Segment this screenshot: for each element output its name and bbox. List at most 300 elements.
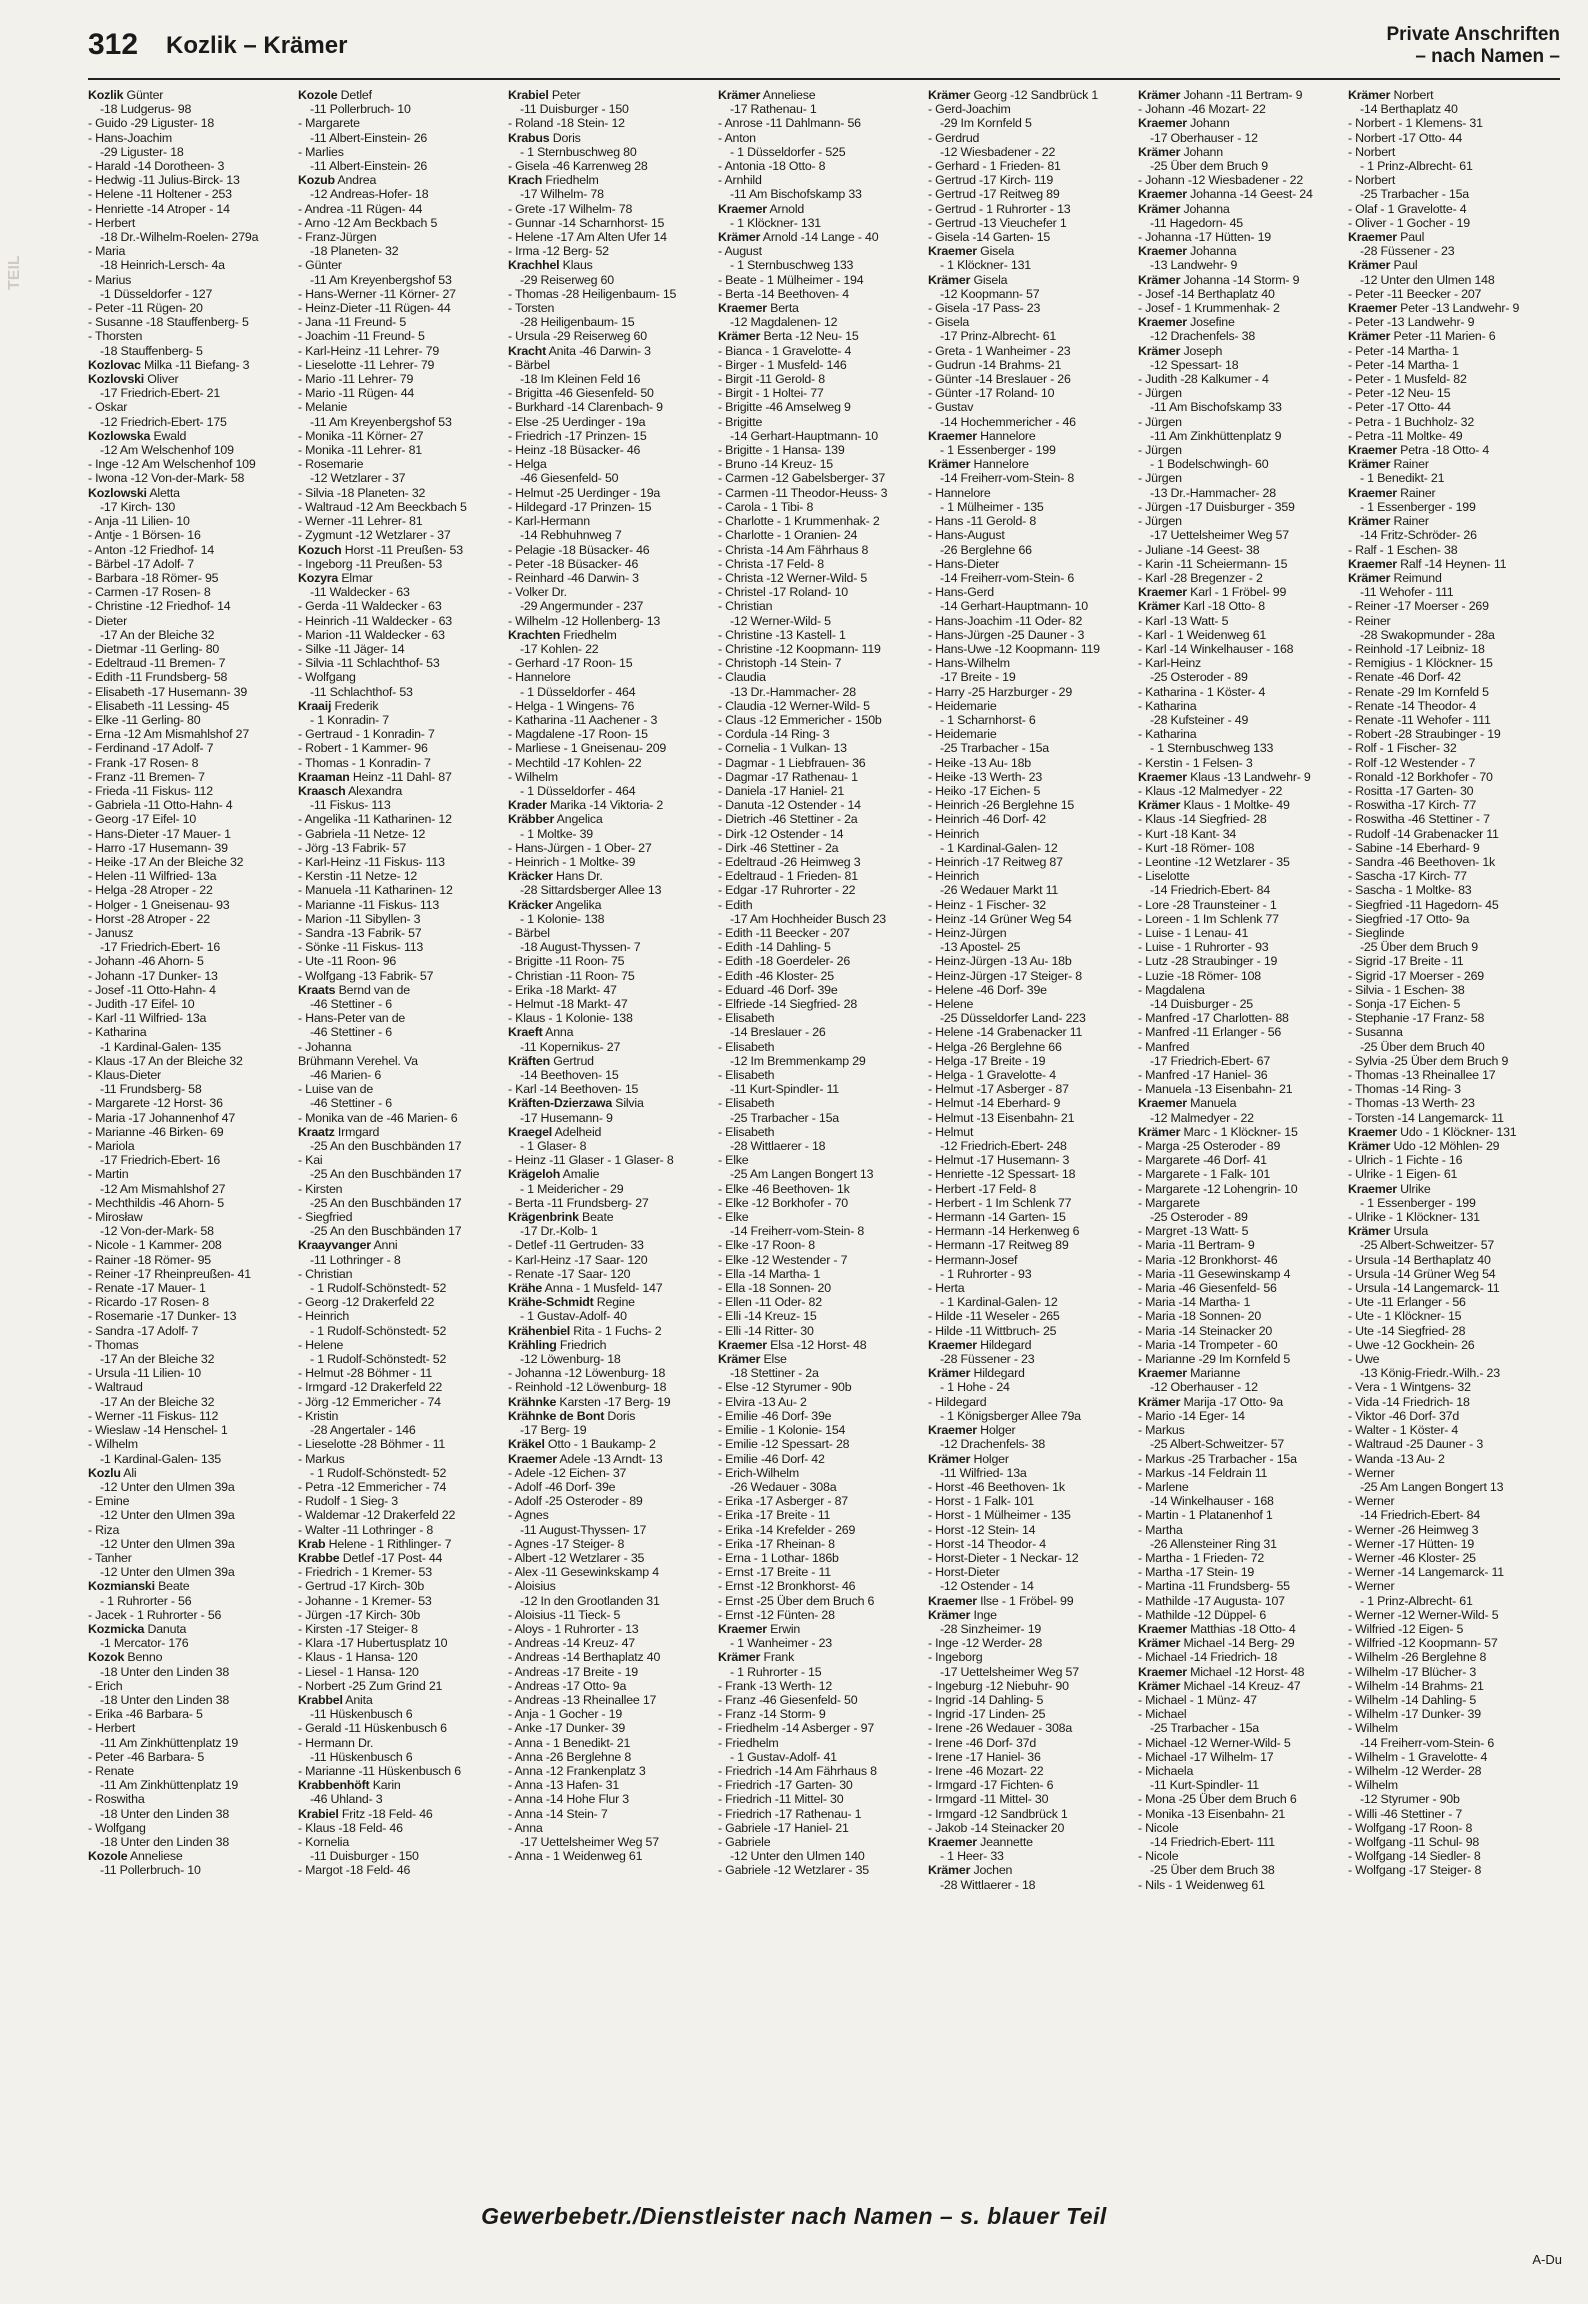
address-line: -18 Stauffenberg- 5 (100, 343, 203, 358)
directory-entry: - Wolfgang -14 Siedler- 8 (1348, 1849, 1481, 1864)
directory-entry: - Rudolf - 1 Sieg- 3 (298, 1494, 398, 1509)
directory-entry (1348, 528, 1552, 542)
directory-entry (718, 1082, 922, 1096)
directory-entry: Krämer Paul (1348, 258, 1418, 273)
directory-entry: - Dirk -12 Ostender - 14 (718, 826, 844, 841)
surname: Kraegel (508, 1124, 553, 1139)
directory-entry (1348, 159, 1552, 173)
directory-entry (88, 287, 292, 301)
directory-entry: - Alex -11 Gesewinkskamp 4 (508, 1565, 659, 1580)
directory-entry: - Ferdinand -17 Adolf- 7 (88, 741, 214, 756)
directory-entry: - Ellen -11 Oder- 82 (718, 1295, 822, 1310)
directory-entry: - Ursula -14 Langemarck- 11 (1348, 1281, 1500, 1296)
address-line: -46 Marien- 6 (310, 1068, 382, 1083)
address-line: -13 Dr.-Hammacher- 28 (730, 684, 856, 699)
surname: Krader (508, 798, 547, 813)
directory-entry: - Günter -17 Roland- 10 (928, 386, 1055, 401)
directory-entry (88, 1835, 292, 1849)
surname: Kozlovac (88, 357, 141, 372)
address-line: -14 Berthaplatz 40 (1360, 102, 1458, 117)
directory-entry: - Michael -14 Friedrich- 18 (1138, 1650, 1278, 1665)
directory-entry: Krägenbrink Beate (508, 1210, 614, 1225)
directory-entry (508, 1352, 712, 1366)
directory-entry: - Norbert -25 Zum Grind 21 (298, 1678, 443, 1693)
directory-entry: - Katharina (1138, 727, 1197, 742)
directory-entry (508, 372, 712, 386)
directory-entry: - Heinrich -17 Reitweg 87 (928, 854, 1063, 869)
directory-entry: - Erna -12 Am Mismahlshof 27 (88, 727, 250, 742)
directory-entry: - Elvira -13 Au- 2 (718, 1394, 807, 1409)
directory-entry: Kraemer Jeannette (928, 1834, 1033, 1849)
directory-entry (298, 273, 502, 287)
directory-entry (298, 102, 502, 116)
directory-entry: Kraemer Rainer (1348, 485, 1436, 500)
address-line: - 1 Rudolf-Schönstedt- 52 (310, 1352, 447, 1367)
directory-entry: - Ursula -29 Reiserweg 60 (508, 329, 647, 344)
address-line: -11 Pollerbruch- 10 (310, 102, 411, 117)
surname: Kraemer (718, 201, 767, 216)
directory-entry: - Katharina (88, 1025, 147, 1040)
surname: Kozub (298, 173, 335, 188)
directory-entry: - Judith -28 Kalkumer - 4 (1138, 372, 1269, 387)
address-line: -29 Reiserweg 60 (520, 272, 614, 287)
directory-entry: - Heinz -11 Glaser - 1 Glaser- 8 (508, 1153, 674, 1168)
directory-entry: - Renate -17 Saar- 120 (508, 1266, 631, 1281)
directory-entry: Kraemer Karl - 1 Fröbel- 99 (1138, 585, 1287, 600)
directory-entry: - Anna -12 Frankenplatz 3 (508, 1763, 646, 1778)
directory-entry: - Erich (88, 1678, 123, 1693)
address-line: -13 Apostel- 25 (940, 940, 1021, 955)
address-line: -25 An den Buschbänden 17 (310, 1224, 462, 1239)
directory-entry: - Martin - 1 Platanenhof 1 (1138, 1508, 1273, 1523)
directory-entry (88, 1224, 292, 1238)
surname: Kraemer (928, 428, 977, 443)
directory-entry: - Ernst -12 Bronkhorst- 46 (718, 1579, 856, 1594)
directory-entry: - Maria -17 Johannenhof 47 (88, 1110, 236, 1125)
directory-entry: Krämer Johanna -14 Storm- 9 (1138, 272, 1300, 287)
directory-entry (1348, 628, 1552, 642)
directory-entry: - Mechtild -17 Kohlen- 22 (508, 755, 642, 770)
address-line: -14 Beethoven- 15 (520, 1068, 619, 1083)
directory-entry (88, 443, 292, 457)
directory-entry: - Elke -46 Beethoven- 1k (718, 1181, 850, 1196)
directory-entry (718, 1025, 922, 1039)
directory-entry: - Oskar (88, 400, 128, 415)
directory-entry: - Gerd-Joachim (928, 102, 1011, 117)
directory-entry: - Heinrich (928, 869, 980, 884)
surname: Krabiel (298, 1806, 339, 1821)
directory-entry: - Norbert (1348, 173, 1396, 188)
directory-entry: - Anna -26 Berglehne 8 (508, 1749, 632, 1764)
address-line: - 1 Prinz-Albrecht- 61 (1360, 159, 1473, 174)
directory-entry (928, 1295, 1132, 1309)
directory-entry: - Inge -12 Am Welschenhof 109 (88, 457, 256, 472)
directory-entry: - Irene -17 Haniel- 36 (928, 1749, 1041, 1764)
surname: Kozok (88, 1650, 125, 1665)
directory-entry (88, 1863, 292, 1877)
directory-entry: Kräcker Hans Dr. (508, 869, 603, 884)
directory-entry: - Janusz (88, 925, 134, 940)
address-line: -14 Gerhart-Hauptmann- 10 (940, 599, 1088, 614)
directory-entry: - Arnhild (718, 173, 762, 188)
directory-entry: Kraemer Hildegard (928, 1337, 1032, 1352)
directory-entry (1348, 940, 1552, 954)
address-line: - 1 Bodelschwingh- 60 (1150, 457, 1269, 472)
directory-entry (718, 429, 922, 443)
directory-entry: - Holger - 1 Gneisenau- 93 (88, 897, 230, 912)
directory-entry (88, 1565, 292, 1579)
listing-column (508, 88, 712, 2173)
address-line: -17 Prinz-Albrecht- 61 (940, 329, 1057, 344)
address-line: -12 Unter den Ulmen 148 (1360, 272, 1495, 287)
directory-entry: - Erika -17 Breite - 11 (718, 1508, 831, 1523)
directory-entry (1138, 1778, 1342, 1792)
surname: Kraemer (1138, 1366, 1187, 1381)
directory-entry (88, 1153, 292, 1167)
directory-entry: - Josef -11 Otto-Hahn- 4 (88, 982, 216, 997)
directory-entry: - Mechthildis -46 Ahorn- 5 (88, 1195, 224, 1210)
directory-entry: Krabiel Peter (508, 88, 581, 102)
address-line: -11 Kurt-Spindler- 11 (730, 1082, 839, 1097)
directory-entry: Krämer Klaus - 1 Moltke- 49 (1138, 798, 1290, 813)
directory-entry: - Gabriela -11 Otto-Hahn- 4 (88, 798, 233, 813)
directory-entry: - Kirsten (298, 1181, 343, 1196)
directory-entry: Kozmicka Danuta (88, 1621, 187, 1636)
directory-entry (928, 1579, 1132, 1593)
address-line: -28 Angertaler - 146 (310, 1423, 416, 1438)
directory-entry: - Johanna -17 Hütten- 19 (1138, 230, 1271, 245)
directory-entry: - Siegfried (298, 1210, 353, 1225)
directory-entry: - Michael (1138, 1707, 1187, 1722)
directory-entry: - Herbert (88, 1721, 136, 1736)
directory-entry: - Wilhelm (508, 769, 558, 784)
address-line: - 1 Konradin- 7 (310, 712, 389, 727)
directory-entry: - Maria -11 Gesewinskamp 4 (1138, 1266, 1291, 1281)
directory-entry: - Sonja -17 Eichen- 5 (1348, 997, 1461, 1011)
directory-entry: - Dagmar -17 Rathenau- 1 (718, 769, 858, 784)
address-line: - 1 Mülheimer - 135 (940, 499, 1044, 514)
address-line: -12 Unter den Ulmen 39a (100, 1508, 235, 1523)
directory-entry: - Andrea -11 Rügen- 44 (298, 201, 423, 216)
directory-entry (928, 741, 1132, 755)
directory-entry (1348, 1480, 1552, 1494)
directory-entry: - Maria -14 Trompeter - 60 (1138, 1337, 1278, 1352)
directory-entry (508, 1835, 712, 1849)
directory-entry: Kraegel Adelheid (508, 1124, 602, 1139)
directory-entry: - Helmut -13 Eisenbahn- 21 (928, 1110, 1075, 1125)
directory-entry (718, 216, 922, 230)
directory-entry: - Marliese - 1 Gneisenau- 209 (508, 741, 667, 756)
address-line: -17 Oberhauser - 12 (1150, 130, 1258, 145)
directory-entry: - Renate -14 Theodor- 4 (1348, 698, 1477, 713)
address-line: -25 Über dem Bruch 40 (1360, 1039, 1485, 1054)
directory-entry: - Gabriele -12 Wetzlarer - 35 (718, 1863, 869, 1878)
address-line: - 1 Ruhrorter - 93 (940, 1266, 1032, 1281)
address-line: - 1 Sternbuschweg 80 (520, 144, 637, 159)
address-line: -28 Heiligenbaum- 15 (520, 315, 635, 330)
directory-entry: - Peter -14 Martha- 1 (1348, 343, 1459, 358)
directory-entry: - Norbert - 1 Klemens- 31 (1348, 116, 1483, 131)
directory-entry: - Jürgen (1138, 386, 1182, 401)
address-line: - 1 Rudolf-Schönstedt- 52 (310, 1281, 447, 1296)
directory-entry: - Reinhold -12 Löwenburg- 18 (508, 1380, 667, 1395)
directory-entry (88, 344, 292, 358)
directory-entry: - Elli -14 Ritter- 30 (718, 1323, 814, 1338)
directory-entry: - Jürgen -17 Kirch- 30b (298, 1607, 421, 1622)
directory-entry: - Herbert - 1 Im Schlenk 77 (928, 1195, 1072, 1210)
directory-entry: - Gertrud -17 Kirch- 30b (298, 1579, 425, 1594)
directory-entry: - Hermann -14 Herkenweg 6 (928, 1224, 1080, 1239)
address-line: -14 Duisburger - 25 (1150, 997, 1253, 1011)
directory-entry: - Manfred -17 Haniel- 36 (1138, 1068, 1268, 1083)
address-line: -26 Allensteiner Ring 31 (1150, 1536, 1277, 1551)
directory-entry: - Werner -26 Heimweg 3 (1348, 1522, 1479, 1537)
directory-entry (1348, 500, 1552, 514)
directory-entry: - Barbara -18 Römer- 95 (88, 570, 219, 585)
directory-entry (1348, 1736, 1552, 1750)
address-line: -12 Friedrich-Ebert- 248 (940, 1139, 1067, 1154)
surname: Krämer (928, 457, 971, 472)
directory-entry: - Johann -12 Wiesbadener - 22 (1138, 173, 1304, 188)
directory-entry: - Helga - 1 Wingens- 76 (508, 698, 635, 713)
directory-entry: Kraeft Anna (508, 1025, 574, 1040)
directory-entry: - Helmut -17 Husemann- 3 (928, 1153, 1070, 1168)
address-line: -12 In den Grootlanden 31 (520, 1593, 660, 1608)
address-line: -18 August-Thyssen- 7 (520, 940, 641, 955)
directory-entry: - Liesel - 1 Hansa- 120 (298, 1664, 419, 1679)
directory-entry: - Karl -11 Wilfried- 13a (88, 1011, 207, 1026)
address-line: -46 Stettiner - 6 (310, 997, 392, 1011)
address-line: - 1 Düsseldorfer - 525 (730, 144, 846, 159)
directory-entry: - Gisela (928, 315, 970, 330)
directory-entry: - Nicole - 1 Kammer- 208 (88, 1238, 222, 1253)
directory-entry (1138, 329, 1342, 343)
directory-entry: - Harald -14 Dorotheen- 3 (88, 159, 225, 174)
directory-entry: - Liselotte (1138, 869, 1190, 884)
surname: Krab (298, 1536, 326, 1551)
directory-entry: - Luise - 1 Ruhrorter - 93 (1138, 940, 1269, 955)
directory-entry: - Wolfgang -11 Schul- 98 (1348, 1834, 1480, 1849)
directory-entry (1138, 1054, 1342, 1068)
directory-entry: - Katharina (1138, 698, 1197, 713)
address-line: -17 An der Bleiche 32 (100, 627, 215, 642)
address-line: -25 Über dem Bruch 9 (1150, 159, 1268, 174)
directory-entry: Krämer Johann -11 Bertram- 9 (1138, 88, 1303, 102)
directory-entry: - Luise - 1 Lenau- 41 (1138, 925, 1249, 940)
surname: Kraeft (508, 1025, 543, 1040)
address-line: -12 Drachenfels- 38 (1150, 329, 1256, 344)
address-line: -29 Liguster- 18 (100, 144, 184, 159)
directory-entry: - Antje - 1 Börsen- 16 (88, 528, 201, 543)
directory-entry: - Irene -46 Dorf- 37d (928, 1735, 1037, 1750)
directory-entry: - Mariola (88, 1139, 135, 1154)
directory-entry: - Anna - 1 Weidenweg 61 (508, 1849, 643, 1864)
surname: Kräcker (508, 897, 553, 912)
directory-entry (88, 1537, 292, 1551)
directory-entry: Krähe Anna - 1 Musfeld- 147 (508, 1281, 663, 1296)
address-line: -18 Unter den Linden 38 (100, 1664, 230, 1679)
directory-entry: - Gerdrud (928, 130, 980, 145)
directory-entry: - Mirosław (88, 1210, 143, 1225)
directory-entry: - Norbert (1348, 144, 1396, 159)
directory-entry: - Ulrike - 1 Eigen- 61 (1348, 1167, 1458, 1182)
directory-entry: - Birgit - 1 Holtei- 77 (718, 386, 824, 401)
address-line: - 1 Sternbuschweg 133 (730, 258, 854, 273)
directory-entry: - Hans-Dieter (928, 556, 1000, 571)
address-line: - 1 Kolonie- 138 (520, 911, 605, 926)
directory-entry: - Brigitte -46 Amselweg 9 (718, 400, 851, 415)
directory-entry: - Mona -25 Über dem Bruch 6 (1138, 1792, 1297, 1807)
directory-entry: - Sandra -46 Beethoven- 1k (1348, 854, 1496, 869)
directory-entry: - Dagmar - 1 Liebfrauen- 36 (718, 755, 866, 770)
directory-entry: - Sigrid -17 Moerser - 269 (1348, 968, 1484, 983)
directory-entry (1348, 1792, 1552, 1806)
directory-entry: - Martina -11 Frundsberg- 55 (1138, 1579, 1290, 1594)
directory-entry (928, 841, 1132, 855)
directory-entry: Kraemer Holger (928, 1423, 1016, 1438)
directory-entry: - Heinrich -46 Dorf- 42 (928, 812, 1046, 827)
directory-entry (508, 1594, 712, 1608)
address-line: -17 Friedrich-Ebert- 16 (100, 1153, 221, 1168)
directory-entry: Kozlu Ali (88, 1465, 137, 1480)
directory-entry (718, 685, 922, 699)
directory-entry: - Melanie (298, 400, 348, 415)
surname: Krämer (1138, 88, 1181, 102)
directory-entry: - Friedrich - 1 Kremer- 53 (298, 1565, 432, 1580)
address-line: -12 Wiesbadener - 22 (940, 144, 1056, 159)
directory-entry: - Hans -11 Gerold- 8 (928, 514, 1037, 529)
directory-entry: - Peter -46 Barbara- 5 (88, 1749, 205, 1764)
directory-entry: Kozole Anneliese (88, 1849, 183, 1864)
directory-entry: - Gerald -11 Hüskenbusch 6 (298, 1721, 447, 1736)
directory-entry: Kracht Anita -46 Darwin- 3 (508, 343, 651, 358)
directory-entry: Krämer Karl -18 Otto- 8 (1138, 599, 1265, 614)
directory-entry: - Petra -11 Moltke- 49 (1348, 428, 1463, 443)
directory-entry: - Christa -12 Werner-Wild- 5 (718, 570, 868, 585)
directory-entry: Kräkel Otto - 1 Baukamp- 2 (508, 1437, 656, 1452)
surname: Kraemer (1348, 1124, 1397, 1139)
directory-entry: - Andreas -14 Berthaplatz 40 (508, 1650, 661, 1665)
directory-entry: - Dietrich -46 Stettiner - 2a (718, 812, 858, 827)
directory-entry: - Roland -18 Stein- 12 (508, 116, 625, 131)
address-line: -25 Trarbacher - 15a (940, 741, 1049, 756)
directory-entry: Krähnke de Bont Doris (508, 1408, 636, 1423)
directory-entry: - Friedrich -17 Garten- 30 (718, 1778, 853, 1793)
directory-entry: - Werner -14 Langemarck- 11 (1348, 1565, 1504, 1580)
directory-entry: - Mathilde -12 Düppel- 6 (1138, 1607, 1267, 1622)
directory-entry (298, 159, 502, 173)
directory-entry: - Peter -11 Beecker - 207 (1348, 286, 1482, 301)
directory-entry: - Mario -11 Lehrer- 79 (298, 372, 414, 387)
directory-entry: Krabiel Fritz -18 Feld- 46 (298, 1806, 433, 1821)
surname: Kräkel (508, 1437, 545, 1452)
directory-entry: - Ernst -17 Breite - 11 (718, 1565, 831, 1580)
directory-entry: - Greta - 1 Wanheimer - 23 (928, 343, 1071, 358)
directory-entry: - Peter -18 Büsacker- 46 (508, 556, 639, 571)
directory-entry: - Jörg -13 Fabrik- 57 (298, 840, 407, 855)
directory-entry (508, 685, 712, 699)
address-line: -18 Unter den Linden 38 (100, 1834, 230, 1849)
directory-entry (508, 1523, 712, 1537)
directory-entry: - Michael -12 Werner-Wild- 5 (1138, 1735, 1291, 1750)
directory-entry: - Karl-Heinz -17 Saar- 120 (508, 1252, 648, 1267)
address-line: -11 Am Kreyenbergshof 53 (310, 272, 452, 287)
address-line: -17 Uettelsheimer Weg 57 (940, 1664, 1079, 1679)
directory-entry: - Werner -17 Hütten- 19 (1348, 1536, 1475, 1551)
directory-entry: - Christine -12 Friedhof- 14 (88, 599, 231, 614)
directory-entry: - Renate -29 Im Kornfeld 5 (1348, 684, 1489, 699)
directory-entry (88, 1594, 292, 1608)
directory-entry: - Katharina - 1 Köster- 4 (1138, 684, 1266, 699)
directory-entry: - Ingeborg (928, 1650, 983, 1665)
directory-entry (1138, 159, 1342, 173)
directory-entry: - Agnes -17 Steiger- 8 (508, 1536, 625, 1551)
directory-entry: - Renate -11 Wehofer - 111 (1348, 712, 1491, 727)
directory-entry: - Klaus -14 Siegfried- 28 (1138, 812, 1267, 827)
directory-entry: - Margarete -46 Dorf- 41 (1138, 1153, 1267, 1168)
directory-entry: - Thomas -13 Rheinallee 17 (1348, 1068, 1496, 1083)
directory-entry (508, 1040, 712, 1054)
directory-entry: - Erika -46 Barbara- 5 (88, 1707, 203, 1722)
directory-entry: Kraemer Ralf -14 Heynen- 11 (1348, 556, 1507, 571)
directory-entry: - Edith -46 Kloster- 25 (718, 968, 834, 983)
surname: Krähe-Schmidt (508, 1295, 594, 1310)
address-line: -12 Am Mismahlshof 27 (100, 1181, 226, 1196)
directory-entry: Krämer Johann (1138, 144, 1223, 159)
directory-entry: - Maria -18 Sonnen- 20 (1138, 1309, 1262, 1324)
address-line: -1 Kardinal-Galen- 135 (100, 1451, 221, 1466)
directory-entry: - Heinrich (298, 1309, 350, 1324)
directory-entry: - Hermann-Josef (928, 1252, 1018, 1267)
surname: Kräften-Dzierzawa (508, 1096, 613, 1111)
directory-entry: - Anton (718, 130, 756, 145)
directory-entry (1348, 1594, 1552, 1608)
address-line: -12 Unter den Ulmen 39a (100, 1565, 235, 1580)
directory-entry: - Margret -13 Watt- 5 (1138, 1224, 1249, 1239)
directory-entry: - Peter -13 Landwehr- 9 (1348, 315, 1475, 330)
directory-entry: Kozlowski Aletta (88, 485, 180, 500)
directory-entry: - Karl-Heinz -11 Lehrer- 79 (298, 343, 440, 358)
directory-entry: - Renate -17 Mauer- 1 (88, 1281, 206, 1296)
directory-entry: Kraemer Marianne (1138, 1366, 1241, 1381)
directory-entry (1138, 1863, 1342, 1877)
directory-entry (298, 244, 502, 258)
address-line: -28 Sittardsberger Allee 13 (520, 883, 662, 898)
directory-entry: - Anna (508, 1820, 543, 1835)
directory-entry (1138, 400, 1342, 414)
address-line: -14 Breslauer - 26 (730, 1025, 826, 1040)
directory-entry: - Hildegard -17 Prinzen- 15 (508, 499, 652, 514)
address-line: -11 Kopernikus- 27 (520, 1039, 621, 1054)
directory-entry (298, 1167, 502, 1181)
directory-entry: Kozlowska Ewald (88, 428, 187, 443)
directory-entry: - Petra - 1 Buchholz- 32 (1348, 414, 1475, 429)
surname: Krähe (508, 1281, 543, 1296)
directory-entry: - Jörg -12 Emmericher - 74 (298, 1394, 441, 1409)
directory-entry: - Klaus -17 An der Bleiche 32 (88, 1053, 243, 1068)
address-line: -28 Kufsteiner - 49 (1150, 712, 1249, 727)
address-line: -18 Heinrich-Lersch- 4a (100, 258, 225, 273)
directory-entry: - Luise van de (298, 1082, 374, 1097)
directory-entry: - Willi -46 Stettiner - 7 (1348, 1806, 1463, 1821)
directory-entry: - Sandra -17 Adolf- 7 (88, 1323, 199, 1338)
address-line: - 1 Prinz-Albrecht- 61 (1360, 1593, 1473, 1608)
directory-entry: - Wolfgang -17 Steiger- 8 (1348, 1863, 1482, 1878)
surname: Kraemer (1138, 244, 1187, 259)
directory-entry: - Dieter (88, 613, 128, 628)
directory-entry: Kraemer Johanna -14 Geest- 24 (1138, 187, 1313, 202)
directory-entry: - Kirsten -17 Steiger- 8 (298, 1621, 418, 1636)
